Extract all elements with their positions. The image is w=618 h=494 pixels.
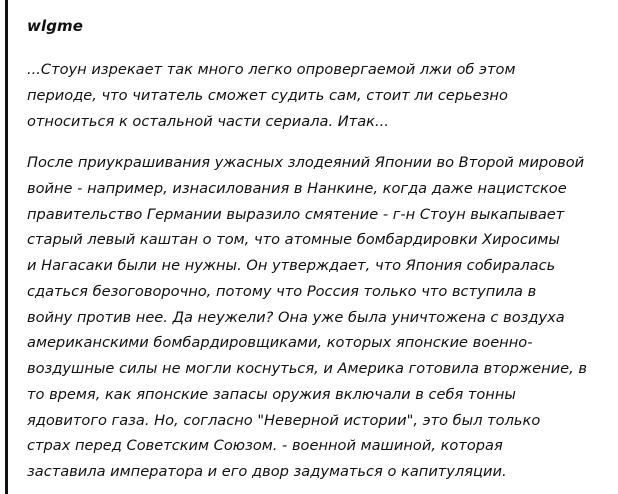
text-line: воздушные силы не могли коснуться, и Америка готовила вторжение, в <box>27 360 587 377</box>
comment-paragraph-1 <box>27 57 603 134</box>
text-line: старый левый каштан о том, что атомные бомбардировки Хиросимы <box>27 231 560 249</box>
text-line: сдаться безоговорочно, потому что Россия только что вступила в <box>27 282 537 300</box>
text-line: ядовитого газа. Но, согласно "Неверной истории", это был только <box>27 411 541 429</box>
comment-author[interactable]: wlgme <box>27 17 84 35</box>
text-line: войну против нее. Да неужели? Она уже была уничтожена с воздуха <box>27 308 565 326</box>
text-line: то время, как японские запасы оружия включали в себя тонны <box>27 385 516 403</box>
text-line: правительство Германии выразило смятение - г-н Стоун выкапывает <box>27 205 565 223</box>
text-line: и Нагасаки были не нужны. Он утверждает, что Япония собиралась <box>27 257 556 274</box>
quote-border <box>5 0 8 494</box>
text-line: заставила императора и его двор задуматься о капитуляции. <box>27 463 507 480</box>
text-line: войне - например, изнасилования в Нанкине, когда даже нацистское <box>27 179 567 197</box>
text-line: ...Стоун изрекает так много легко опровергаемой лжи об этом <box>27 61 516 78</box>
text-line: После приукрашивания ужасных злодеяний Японии во Второй мировой <box>27 154 585 171</box>
text-line: американскими бомбардировщиками, которых японские военно- <box>27 334 533 352</box>
comment-paragraph-2 <box>27 150 603 485</box>
text-line: относиться к остальной части сериала. Итак... <box>27 112 389 130</box>
text-line: периоде, что читатель сможет судить сам, стоит ли серьезно <box>27 86 508 104</box>
text-line: страх перед Советским Союзом. - военной машиной, которая <box>27 437 503 455</box>
